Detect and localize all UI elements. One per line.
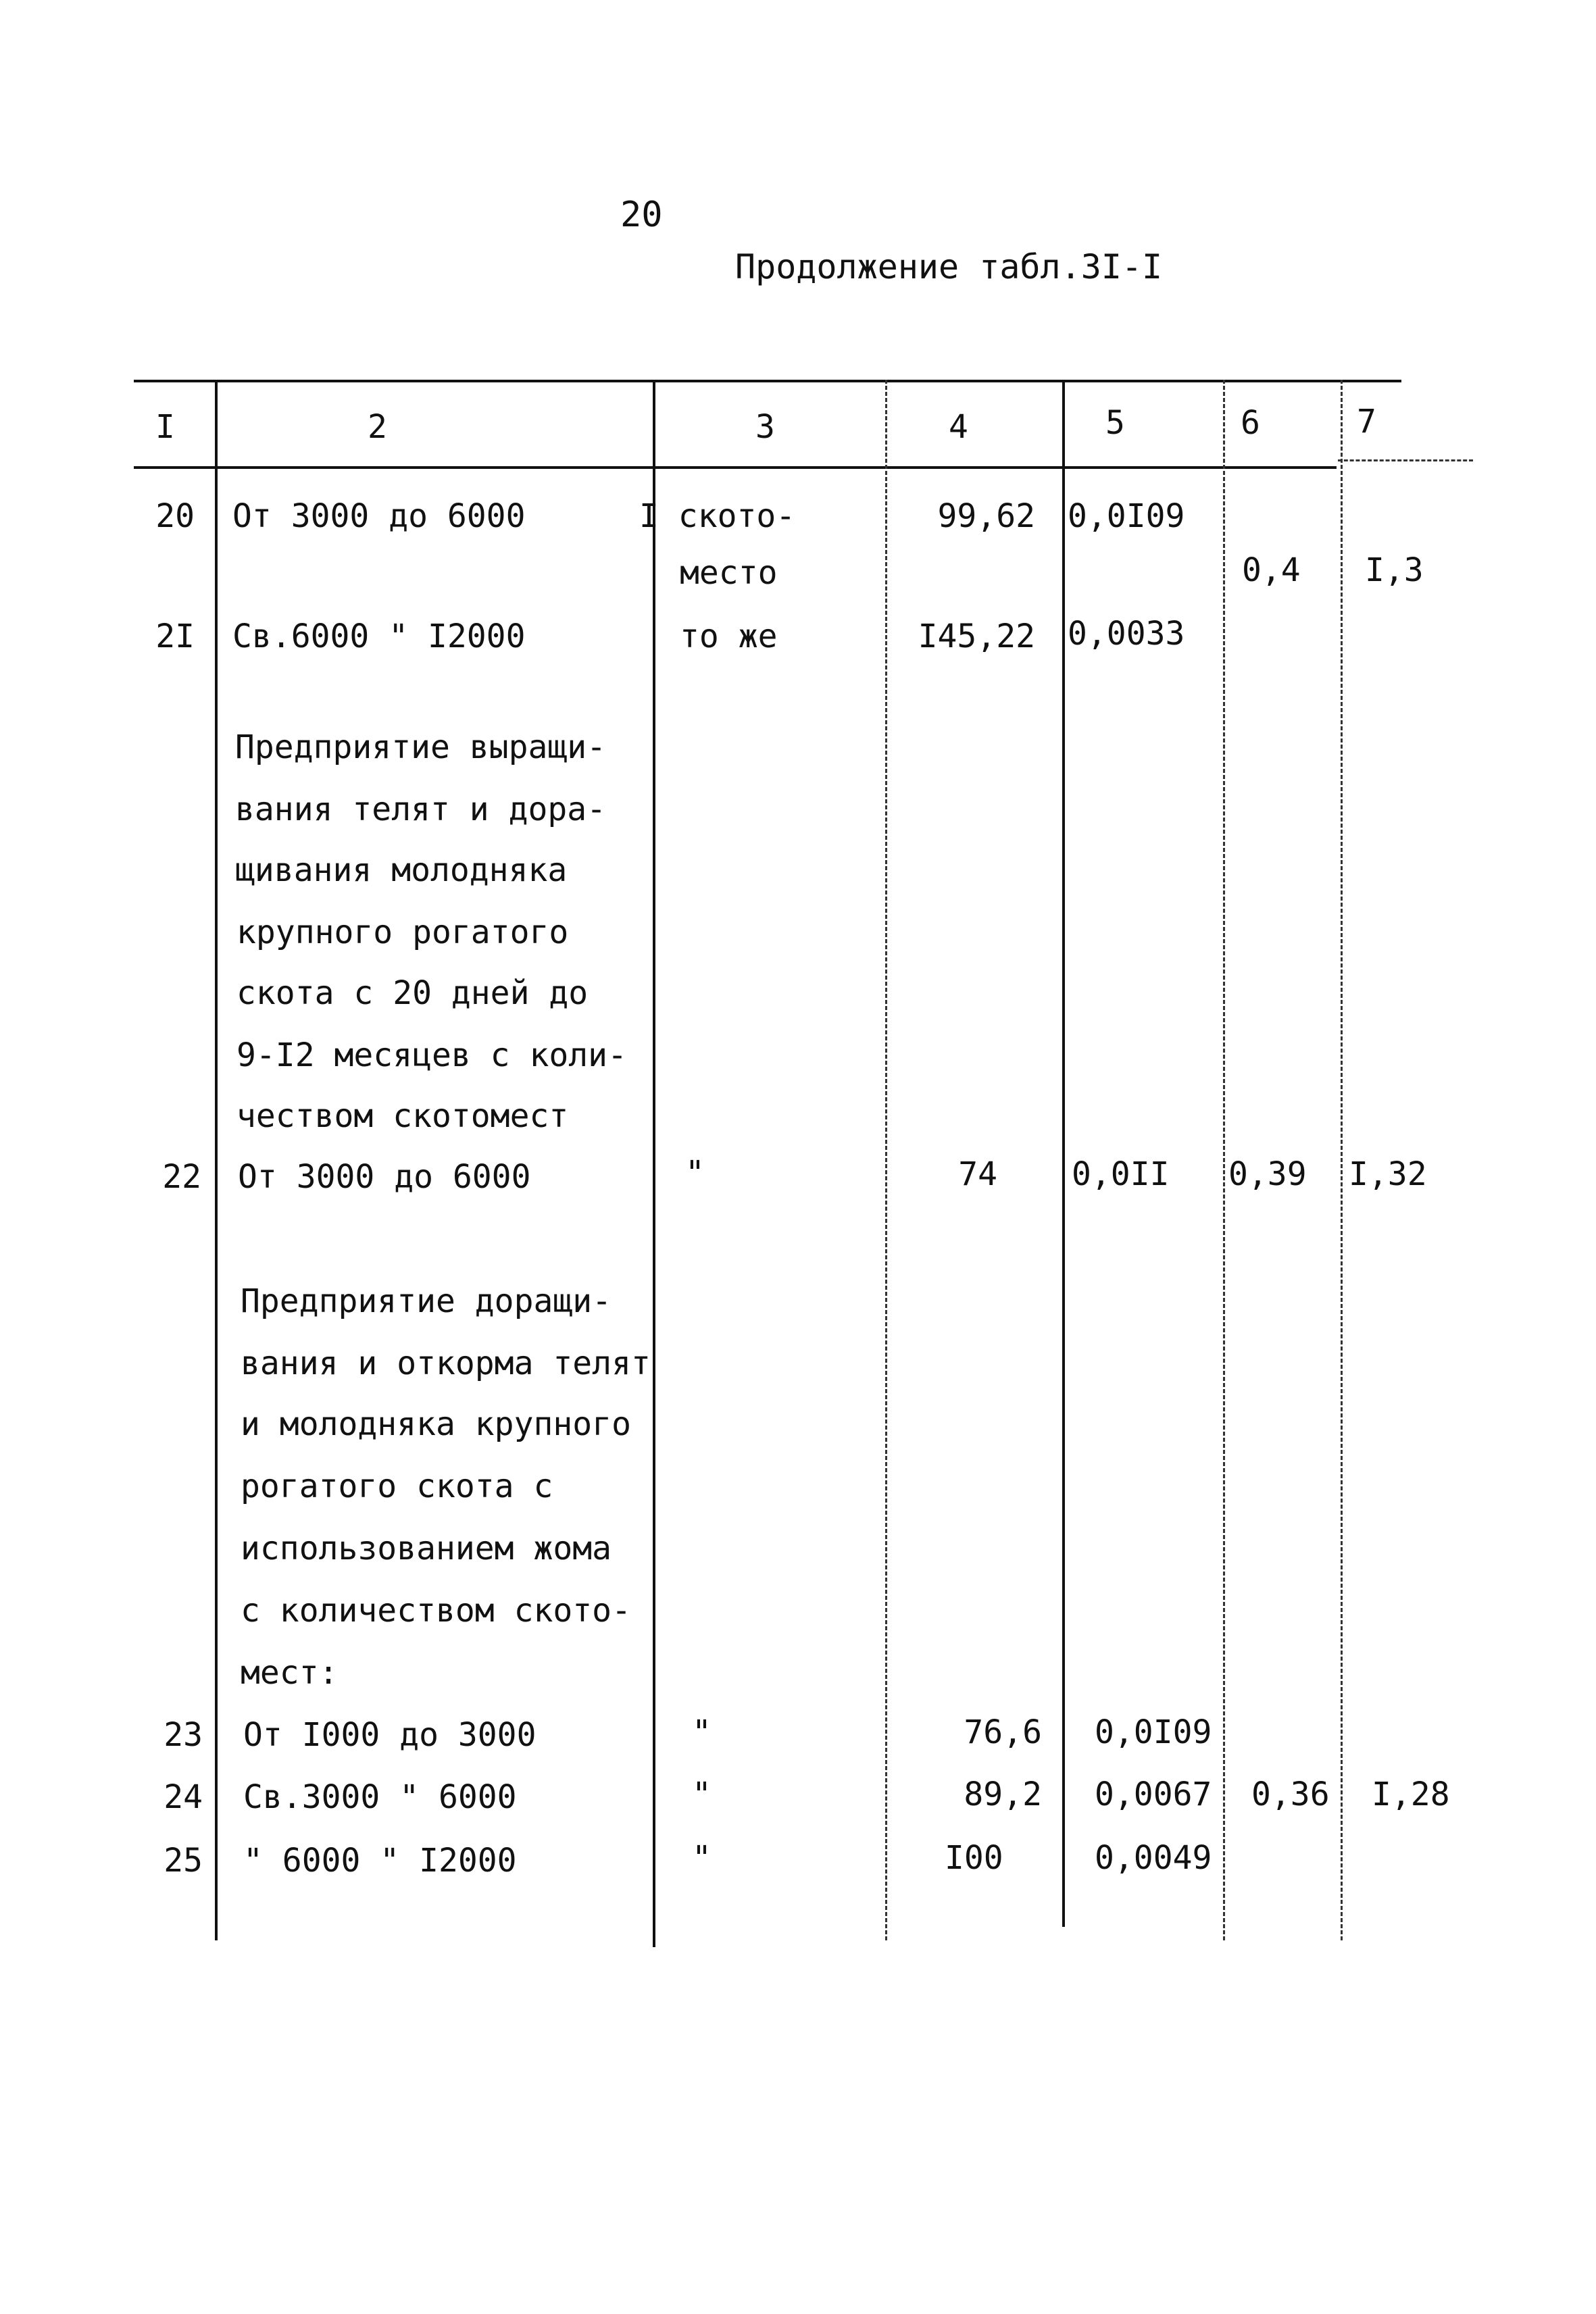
row-col-5: 0,0I09	[1068, 497, 1185, 535]
section-line: использованием жома	[241, 1530, 612, 1567]
row-col-6: 0,36	[1251, 1776, 1330, 1813]
row-name: Св.6000 " I2000	[232, 618, 526, 655]
row-unit: "	[692, 1713, 712, 1751]
section-line: крупного рогатого	[236, 913, 569, 951]
table-caption: Продолжение табл.3I-I	[735, 247, 1163, 286]
row-name: От 3000 до 6000	[232, 497, 526, 535]
header-col-1: I	[155, 408, 175, 446]
row-name: От I000 до 3000	[243, 1716, 537, 1754]
header-col-7: 7	[1357, 403, 1376, 441]
section-line: вания телят и дора-	[235, 790, 607, 828]
header-col-4: 4	[949, 408, 968, 446]
row-number: 25	[164, 1842, 203, 1880]
row-col-4: I00	[945, 1839, 1003, 1877]
row-col-4: 89,2	[964, 1776, 1042, 1813]
row-number: 2I	[155, 618, 195, 655]
row-col-4: 76,6	[964, 1713, 1042, 1751]
section-line: с количеством ското-	[241, 1592, 631, 1630]
row-name: Св.3000 " 6000	[243, 1778, 517, 1816]
section-line: 9-I2 месяцев с коли-	[236, 1036, 627, 1074]
row-col-6: 0,39	[1228, 1155, 1307, 1193]
row-col-5: 0,0I09	[1095, 1713, 1212, 1751]
row-number: 24	[164, 1778, 203, 1816]
row-col-5: 0,0II	[1072, 1155, 1170, 1193]
section-line: и молодняка крупного	[241, 1405, 631, 1443]
section-line: чеством скотомест	[236, 1097, 569, 1135]
section-line: щивания молодняка	[235, 851, 568, 889]
row-unit-continued: место	[680, 554, 778, 592]
row-unit: "	[692, 1776, 712, 1813]
header-col-5: 5	[1105, 404, 1125, 442]
section-line: мест:	[241, 1654, 339, 1692]
row-col-7: I,28	[1372, 1776, 1450, 1813]
row-unit: то же	[680, 618, 778, 655]
page-number: 20	[620, 195, 663, 235]
section-line: вания и откорма телят	[241, 1344, 651, 1382]
row-name: " 6000 " I2000	[243, 1842, 517, 1880]
row-col-5: 0,0033	[1068, 615, 1185, 653]
group-col-6: 0,4	[1242, 551, 1301, 589]
header-col-2: 2	[368, 408, 387, 446]
group-col-7: I,3	[1365, 551, 1424, 589]
section-line: скота с 20 дней до	[236, 974, 589, 1012]
row-unit: "	[692, 1839, 712, 1877]
header-col-3: 3	[755, 408, 775, 446]
row-unit: I ското-	[639, 497, 796, 535]
section-line: Предприятие выращи-	[235, 728, 607, 766]
row-col-4: I45,22	[918, 618, 1035, 655]
row-col-5: 0,0049	[1095, 1839, 1212, 1877]
row-col-7: I,32	[1349, 1155, 1427, 1193]
row-col-5: 0,0067	[1095, 1776, 1212, 1813]
section-line: Предприятие доращи-	[241, 1282, 612, 1320]
row-unit: "	[685, 1154, 705, 1192]
row-number: 23	[164, 1716, 203, 1754]
section-line: рогатого скота с	[241, 1467, 553, 1505]
header-col-6: 6	[1241, 404, 1260, 442]
row-number: 22	[162, 1158, 201, 1196]
row-col-4: 99,62	[937, 497, 1035, 535]
row-name: От 3000 до 6000	[238, 1158, 531, 1196]
row-number: 20	[155, 497, 195, 535]
row-col-4: 74	[958, 1155, 997, 1193]
